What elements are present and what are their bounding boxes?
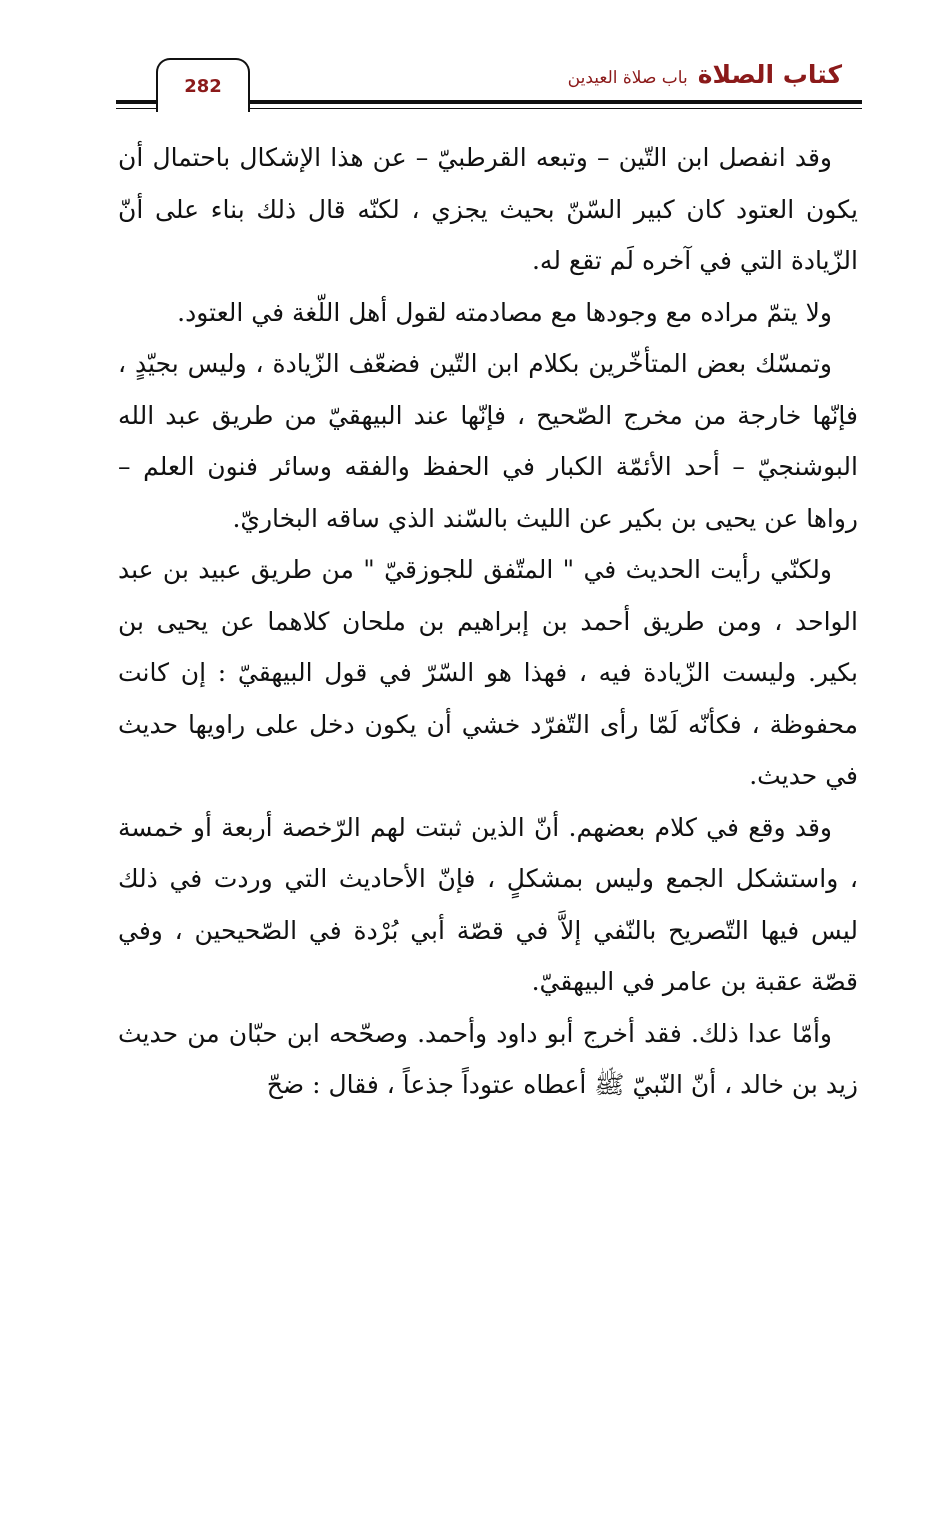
paragraph: ولكنّي رأيت الحديث في " المتّفق للجوزقيّ " من طريق عبيد بن عبد الواحد ، ومن طريق أحمد بن إبراهيم بن ملحان كلاهما عن يحيى بن بكير. وليست الزّيادة فيه ، فهذا هو السّرّ في قول البيهقيّ : إن كانت محفوظة ، فكأنّه لَمّا رأى التّفرّد خشي أن يكون دخل على راويها حديث في حديث. xyxy=(118,555,858,790)
page-header xyxy=(116,44,862,114)
running-head xyxy=(568,60,842,89)
paragraph: وأمّا عدا ذلك. فقد أخرج أبو داود وأحمد. وصحّحه ابن حبّان من حديث زيد بن خالد ، أنّ النّبيّ ﷺ أعطاه عتوداً جذعاً ، فقال : ضحّ xyxy=(118,1018,858,1099)
page-body xyxy=(118,132,858,1111)
paragraph: وقد وقع في كلام بعضهم. أنّ الذين ثبتت لهم الرّخصة أربعة أو خمسة ، واستشكل الجمع وليس بمشكلٍ ، فإنّ الأحاديث التي وردت في ذلك ليس فيها التّصريح بالنّفي إلاَّ في قصّة أبي بُرْدة في الصّحيحين ، وفي قصّة عقبة بن عامر في البيهقيّ. xyxy=(118,812,858,996)
paragraph: وقد انفصل ابن التّين – وتبعه القرطبيّ – عن هذا الإشكال باحتمال أن يكون العتود كان كبير السّنّ بحيث يجزي ، لكنّه قال ذلك بناء على أنّ الزّيادة التي في آخره لَم تقع له. xyxy=(118,143,858,275)
page-number: 282 xyxy=(156,58,250,112)
book-title: كتاب الصلاة xyxy=(697,60,842,89)
paragraph: ولا يتمّ مراده مع وجودها مع مصادمته لقول أهل اللّغة في العتود. xyxy=(177,297,832,327)
paragraph: وتمسّك بعض المتأخّرين بكلام ابن التّين فضعّف الزّيادة ، وليس بجيّدٍ ، فإنّها خارجة من مخرج الصّحيح ، فإنّها عند البيهقيّ من طريق عبد الله البوشنجيّ – أحد الأئمّة الكبار في الحفظ والفقه وسائر فنون العلم – رواها عن يحيى بن بكير عن الليث بالسّند الذي ساقه البخاريّ. xyxy=(118,349,858,533)
chapter-title: باب صلاة العيدين xyxy=(567,68,688,88)
